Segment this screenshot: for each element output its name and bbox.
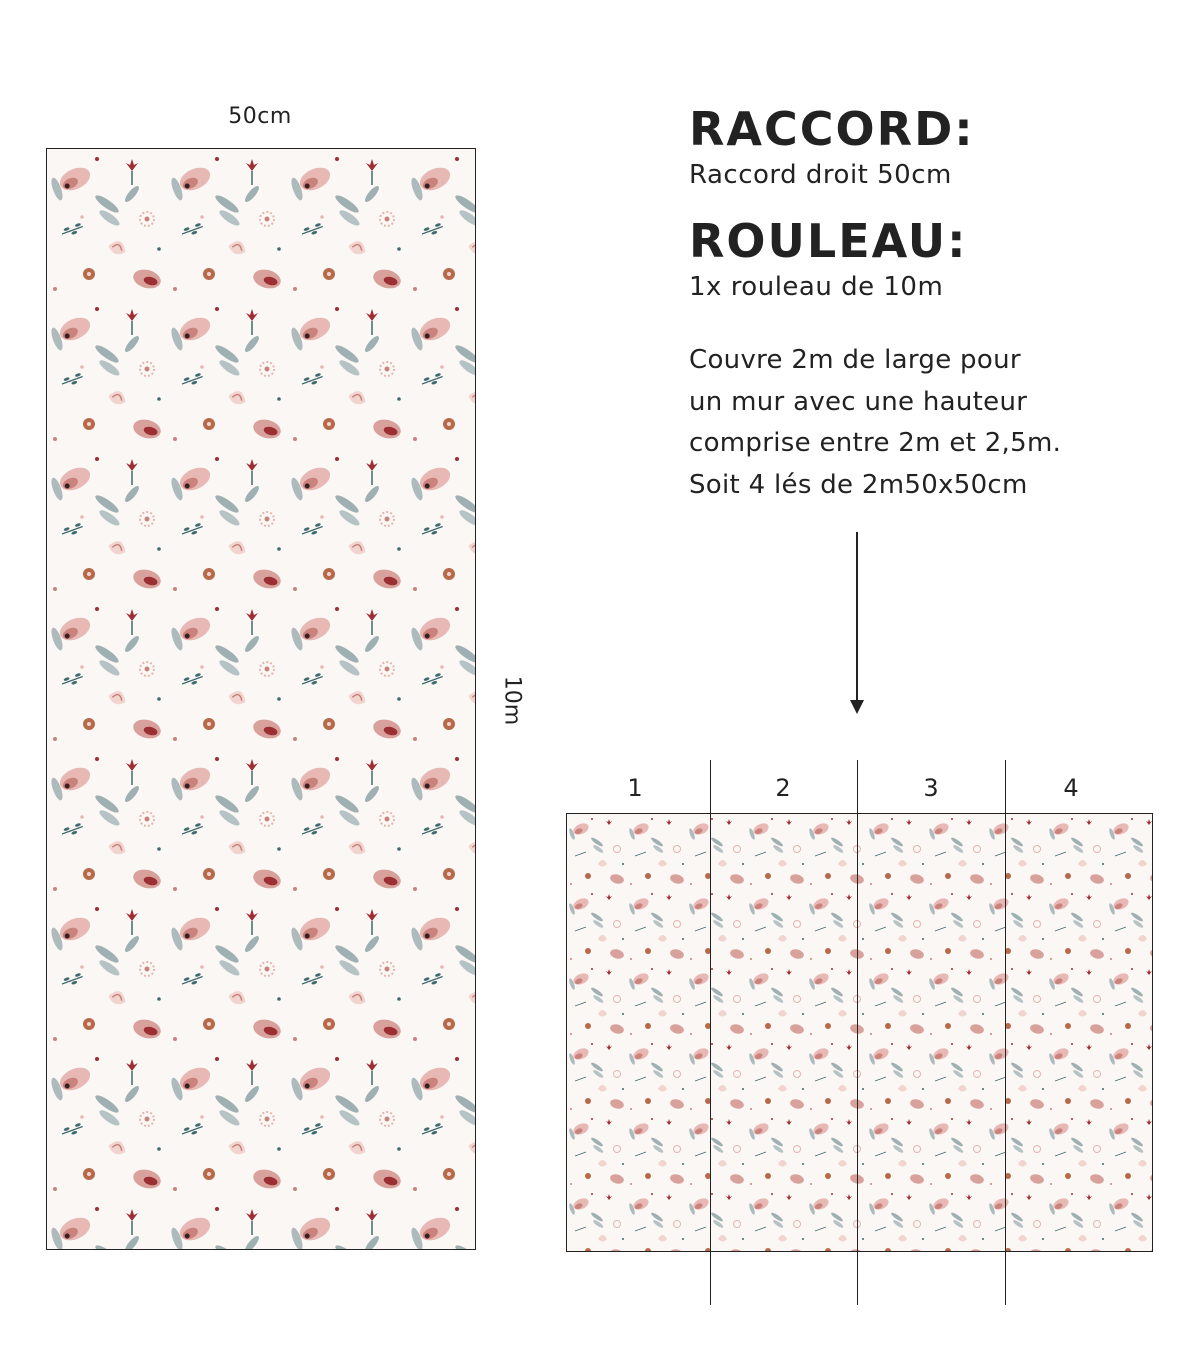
floral-pattern [47,149,476,1250]
coverage-line: un mur avec une hauteur [689,386,1028,417]
coverage-line: comprise entre 2m et 2,5m. [689,428,1062,458]
rouleau-text: 1x rouleau de 10m [689,272,944,302]
lay-divider [1005,760,1006,1305]
coverage-line: Soit 4 lés de 2m50x50cm [689,469,1028,500]
arrow-down-icon [856,532,858,702]
floral-pattern [567,814,1153,1252]
roll-height-label: 10m [499,675,525,726]
arrow-head-icon [850,700,864,714]
lay-number-1: 1 [627,774,643,802]
wall-preview [566,813,1153,1252]
rouleau-heading: ROULEAU: [689,214,968,268]
lay-number-2: 2 [775,774,791,802]
lay-number-4: 4 [1063,774,1079,802]
roll-width-label: 50cm [228,104,292,129]
coverage-description [689,340,1109,506]
lay-number-3: 3 [923,774,939,802]
coverage-line: Couvre 2m de large pour [689,345,1021,375]
raccord-heading: RACCORD: [689,102,975,156]
lay-divider [857,760,858,1305]
raccord-text: Raccord droit 50cm [689,160,952,190]
wallpaper-roll-preview [46,148,476,1250]
lay-divider [710,760,711,1305]
